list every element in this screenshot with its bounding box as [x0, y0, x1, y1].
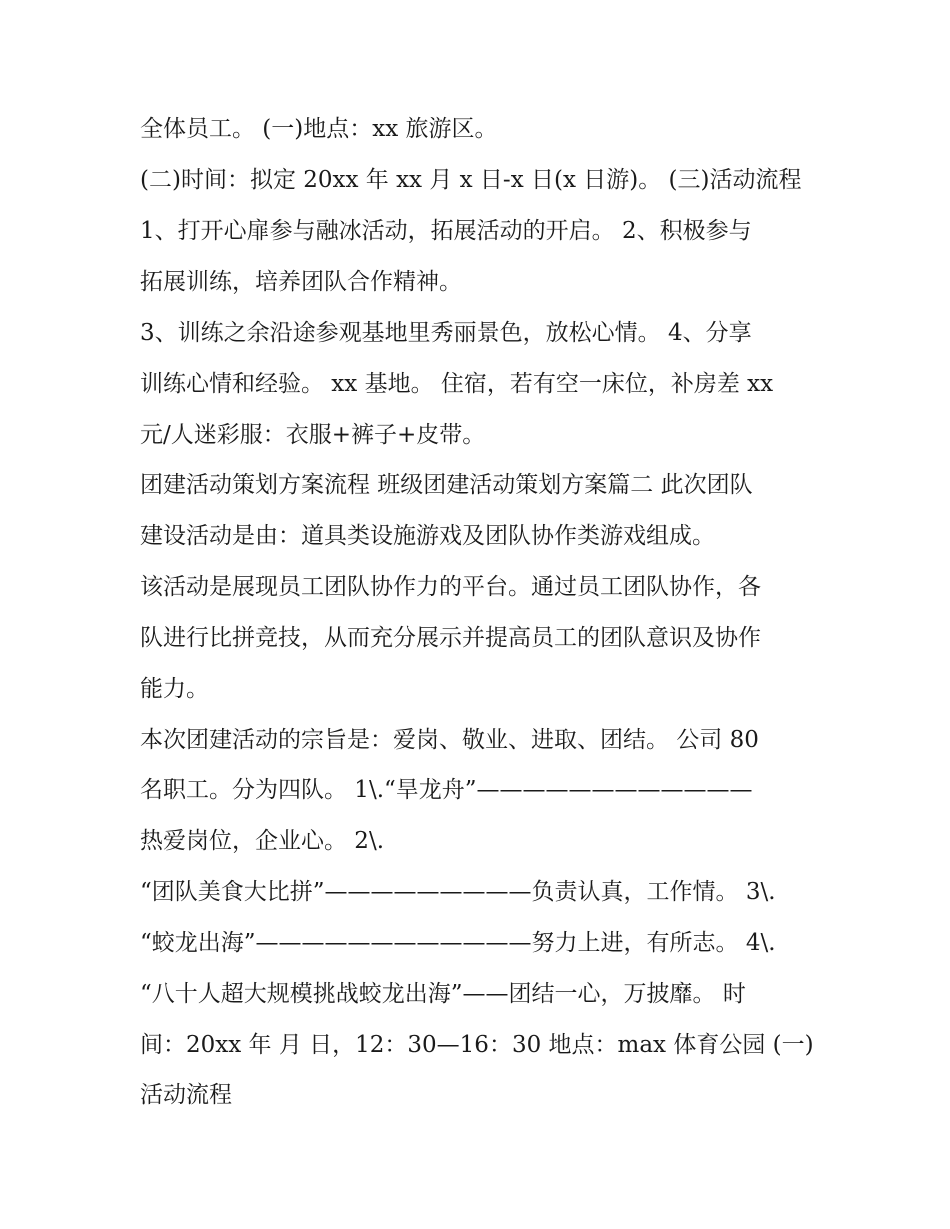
- text-line: 活动流程: [140, 1082, 232, 1108]
- text-line: 3、训练之余沿途参观基地里秀丽景色，放松心情。 4、分享: [140, 320, 752, 346]
- text-line: 名职工。分为四队。 1\.“旱龙舟”————————————: [140, 777, 753, 803]
- text-line: (二)时间：拟定 20xx 年 xx 月 x 日-x 日(x 日游)。 (三)活动流程: [140, 167, 802, 193]
- text-line: 全体员工。 (一)地点：xx 旅游区。: [140, 116, 498, 142]
- text-line: “团队美食大比拼”—————————负责认真，工作情。 3\.: [140, 879, 776, 905]
- text-line: 该活动是展现员工团队协作力的平台。通过员工团队协作，各: [140, 574, 761, 600]
- text-line: 建设活动是由：道具类设施游戏及团队协作类游戏组成。: [140, 523, 715, 549]
- text-line: 热爱岗位，企业心。 2\.: [140, 828, 385, 854]
- text-line: “蛟龙出海”————————————努力上进，有所志。 4\.: [140, 930, 776, 956]
- text-line: 1、打开心扉参与融冰活动，拓展活动的开启。 2、积极参与: [140, 218, 752, 244]
- text-line: 间：20xx 年 月 日，12：30—16：30 地点：max 体育公园 (一): [140, 1032, 814, 1058]
- text-line: 训练心情和经验。 xx 基地。 住宿，若有空一床位，补房差 xx: [140, 371, 774, 397]
- text-line: “八十人超大规模挑战蛟龙出海”——团结一心，万披靡。 时: [140, 981, 746, 1007]
- text-line: 能力。: [140, 676, 209, 702]
- text-line: 元/人迷彩服：衣服+裤子+皮带。: [140, 422, 486, 448]
- text-line: 本次团建活动的宗旨是：爱岗、敬业、进取、团结。 公司 80: [140, 727, 759, 753]
- text-line: 拓展训练，培养团队合作精神。: [140, 269, 462, 295]
- text-line: 队进行比拼竞技，从而充分展示并提高员工的团队意识及协作: [140, 625, 761, 651]
- text-line: 团建活动策划方案流程 班级团建活动策划方案篇二 此次团队: [140, 472, 753, 498]
